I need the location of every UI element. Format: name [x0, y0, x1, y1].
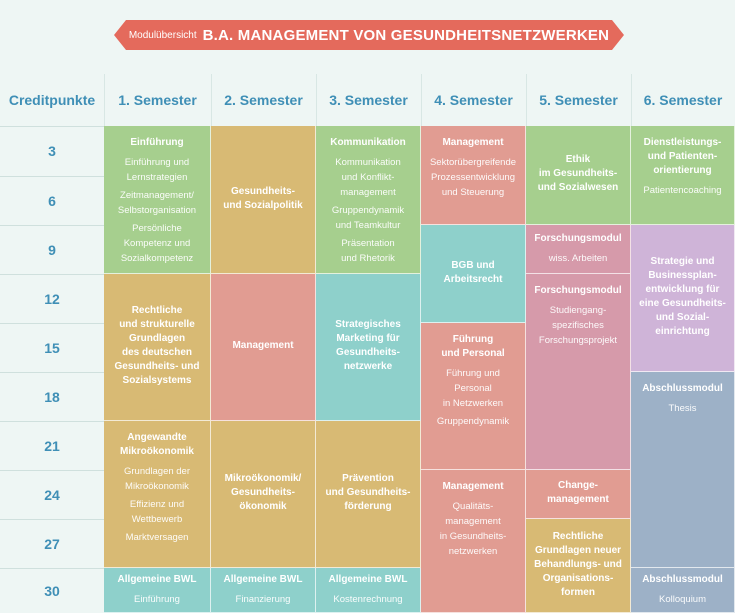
- semester-header-1: 1. Semester: [118, 92, 197, 108]
- module-title: Allgemeine BWL: [328, 574, 408, 585]
- module-s4-bgb: [421, 225, 526, 323]
- semester-header-5: 5. Semester: [539, 92, 618, 108]
- module-s4-fuehrung: [421, 323, 526, 470]
- module-topic: Persönliche Kompetenz und Sozialkompetenz: [120, 223, 194, 264]
- module-topic: Qualitäts- management in Gesundheits- netzwerken: [439, 501, 507, 557]
- module-topic: Thesis: [668, 403, 697, 414]
- module-topic: Effizienz und Wettbewerb: [129, 499, 185, 525]
- credit-label-18: 18: [44, 388, 60, 405]
- module-title: Rechtliche Grundlagen neuer Behandlungs- und Organisations- formen: [534, 530, 622, 598]
- module-title: Management: [232, 340, 294, 351]
- module-s5-recht: [526, 519, 631, 613]
- module-topic: Kostenrechnung: [333, 594, 403, 605]
- semester-header-4: 4. Semester: [434, 92, 513, 108]
- banner-title: B.A. MANAGEMENT VON GESUNDHEITSNETZWERKEN: [202, 26, 610, 44]
- module-title: Kommunikation: [330, 137, 406, 148]
- module-topic: Grundlagen der Mikroökonomik: [123, 466, 191, 492]
- module-s2-bwl: [211, 568, 316, 613]
- module-title: Führung und Personal: [441, 334, 505, 359]
- module-s4-management-a: [421, 126, 526, 225]
- module-topic: Gruppendynamik und Teamkultur: [331, 205, 405, 231]
- module-title: Forschungsmodul: [534, 233, 622, 244]
- module-s4-management-b: [421, 470, 526, 613]
- credit-label-27: 27: [44, 535, 60, 552]
- credit-label-3: 3: [48, 143, 56, 159]
- module-topic: Zeitmanagement/ Selbstorganisation: [117, 190, 197, 216]
- module-title: Abschlussmodul: [642, 383, 723, 394]
- module-s2-mikrooekonomik: [211, 421, 316, 568]
- banner: [126, 20, 612, 50]
- module-s1-einfuehrung: [104, 126, 211, 274]
- module-s5-forschung-b: [526, 274, 631, 470]
- module-topic: Marktversagen: [125, 532, 189, 543]
- credit-label-12: 12: [44, 290, 60, 307]
- module-topic: Kommunikation und Konflikt- management: [335, 157, 401, 198]
- module-s1-rechtliche-grundlagen: [104, 274, 211, 421]
- module-title: Management: [442, 481, 504, 492]
- banner-left-notch: [114, 20, 126, 50]
- module-title: Change- management: [547, 480, 609, 505]
- module-s5-change: [526, 470, 631, 519]
- module-topic: Studiengang- spezifisches Forschungsprojekt: [538, 305, 618, 346]
- module-title: BGB und Arbeitsrecht: [443, 259, 503, 285]
- semester-header-3: 3. Semester: [329, 92, 408, 108]
- credit-label-24: 24: [44, 486, 60, 503]
- credit-header: Creditpunkte: [8, 92, 96, 108]
- module-title: Strategie und Businessplan- entwicklung für eine Gesundheits- und Sozial- einrichtung: [639, 256, 726, 337]
- module-topic: Einführung und Lernstrategien: [124, 157, 190, 183]
- credit-label-9: 9: [48, 241, 56, 258]
- module-s5-forschung-a: [526, 225, 631, 274]
- module-s1-mikrooekonomik: [104, 421, 211, 568]
- credit-label-15: 15: [44, 339, 60, 356]
- module-topic: Patientencoaching: [643, 185, 722, 196]
- module-title: Allgemeine BWL: [117, 574, 197, 585]
- banner-right-notch: [612, 20, 624, 50]
- module-topic: Führung und Personal in Netzwerken: [442, 368, 504, 409]
- module-topic: Einführung: [134, 594, 180, 605]
- module-title: Ethik im Gesundheits- und Sozialwesen: [537, 154, 619, 193]
- module-title: Management: [442, 137, 504, 148]
- module-topic: wiss. Arbeiten: [548, 253, 608, 264]
- semester-header-2: 2. Semester: [224, 92, 303, 108]
- module-title: Gesundheits- und Sozialpolitik: [223, 185, 303, 211]
- module-title: Forschungsmodul: [534, 285, 622, 296]
- module-s5-ethik: [526, 126, 631, 225]
- module-title: Rechtliche und strukturelle Grundlagen des deutschen Gesundheits- und Sozialsystems: [114, 305, 200, 386]
- module-title: Einführung: [130, 137, 184, 148]
- credit-label-30: 30: [44, 582, 60, 599]
- module-s6-abschluss-thesis: [631, 372, 735, 568]
- module-title: Strategisches Marketing für Gesundheits- netzwerke: [335, 319, 401, 372]
- semester-header-6: 6. Semester: [643, 92, 723, 108]
- module-s2-gesundheitspolitik: [211, 126, 316, 274]
- module-topic: Finanzierung: [235, 594, 291, 605]
- credit-label-6: 6: [48, 192, 56, 209]
- module-title: Prävention und Gesundheits- förderung: [325, 473, 411, 512]
- module-topic: Gruppendynamik: [436, 416, 510, 427]
- module-title: Allgemeine BWL: [223, 574, 303, 585]
- banner-prefix: Modulübersicht: [128, 29, 197, 41]
- module-title: Abschlussmodul: [642, 574, 723, 585]
- module-s6-abschluss-kolloquium: [631, 568, 735, 613]
- module-s3-marketing: [316, 274, 421, 421]
- module-s3-praevention: [316, 421, 421, 568]
- module-s6-strategie: [631, 225, 735, 372]
- module-title: Angewandte Mikroökonomik: [120, 432, 194, 457]
- module-s3-bwl: [316, 568, 421, 613]
- module-s6-dienstleistung: [631, 126, 735, 225]
- module-s2-management: [211, 274, 316, 421]
- module-topic: Kolloquium: [659, 594, 706, 605]
- credit-label-21: 21: [44, 437, 60, 454]
- module-s3-kommunikation: [316, 126, 421, 274]
- module-title: Dienstleistungs- und Patienten- orientierung: [643, 137, 722, 176]
- module-s1-bwl: [104, 568, 211, 613]
- module-title: Mikroökonomik/ Gesundheits- ökonomik: [224, 473, 302, 512]
- module-topic: Sektorübergreifende Prozessentwicklung und Steuerung: [429, 157, 517, 198]
- module-topic: Präsentation und Rhetorik: [341, 238, 395, 264]
